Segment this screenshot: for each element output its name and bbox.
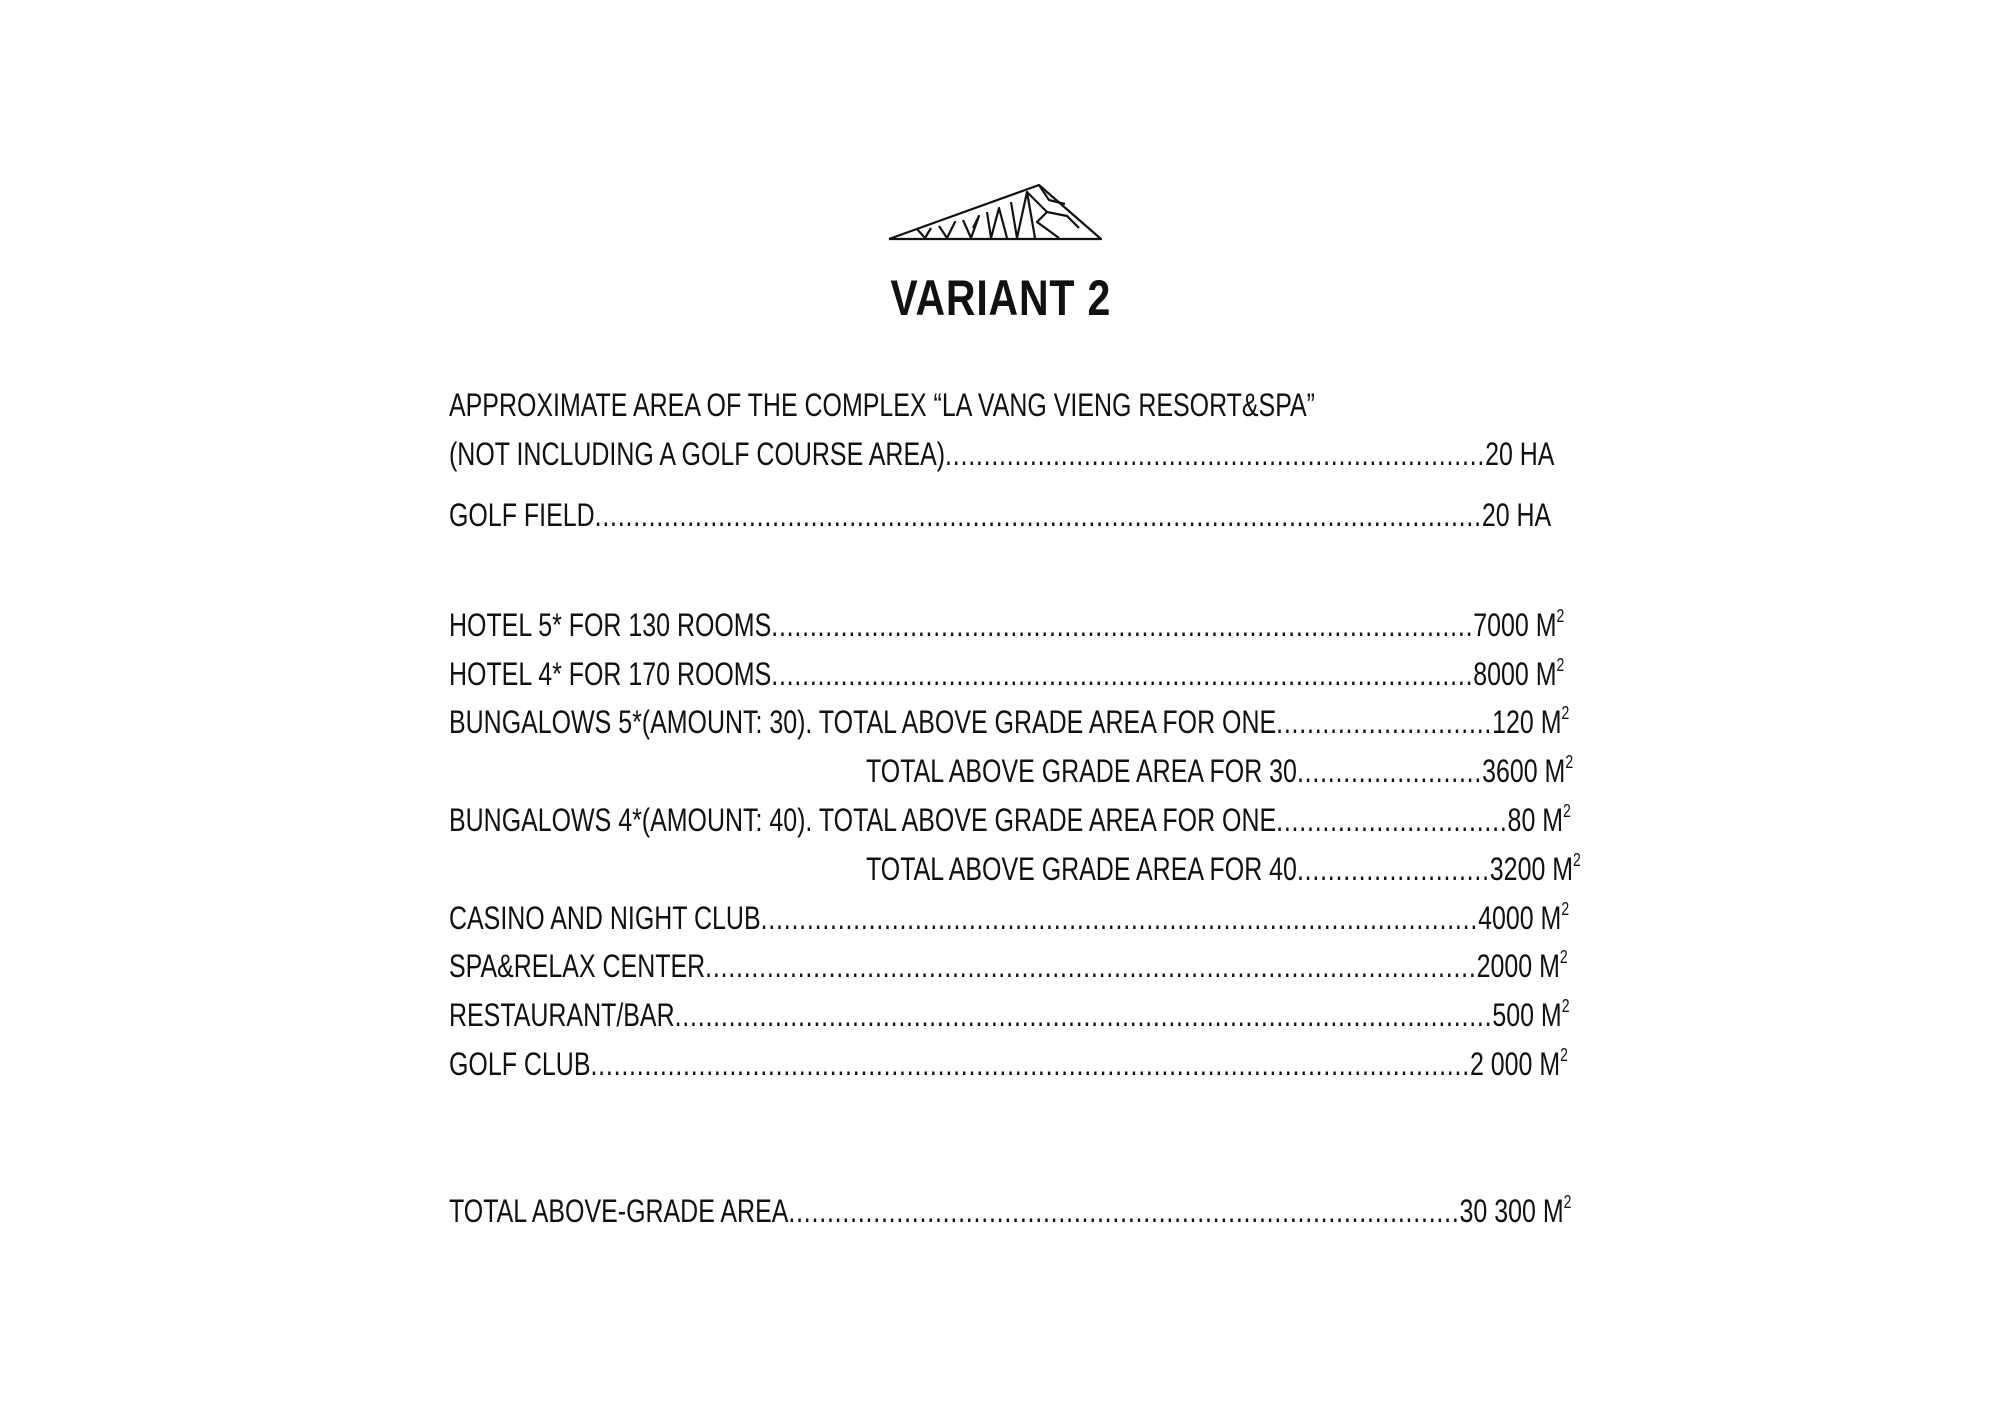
unit-superscript: 2 [1559, 947, 1568, 967]
row-value: 7000 M [1473, 607, 1557, 643]
row-value: 20 HA [1485, 436, 1555, 472]
leader-dots: ............................ [1276, 704, 1493, 740]
row-label: TOTAL ABOVE GRADE AREA FOR 30 [866, 753, 1297, 789]
triangle-mountain-logo-icon [887, 182, 1103, 242]
row-label: GOLF FIELD [449, 497, 595, 533]
row-value: 20 HA [1481, 497, 1552, 533]
row-label: TOTAL ABOVE-GRADE AREA [449, 1193, 789, 1229]
row-value: 2 000 M [1469, 1046, 1561, 1082]
leader-dots: ............................................................................................. [760, 900, 1479, 936]
row-label: RESTAURANT/BAR [449, 997, 675, 1033]
row-value: 4000 M [1478, 900, 1562, 936]
row-value: 500 M [1492, 997, 1562, 1033]
area-row [449, 1044, 1580, 1084]
intro-line: APPROXIMATE AREA OF THE COMPLEX “LA VANG VIENG RESORT&SPA” [449, 387, 1315, 423]
area-row [449, 495, 1568, 535]
area-row [449, 995, 1580, 1035]
unit-superscript: 2 [1563, 1192, 1572, 1212]
area-row [449, 702, 1580, 742]
row-label: HOTEL 5* FOR 130 ROOMS [449, 607, 772, 643]
unit-superscript: 2 [1560, 1045, 1568, 1065]
leader-dots: ........................ [1296, 753, 1483, 789]
row-value: 8000 M [1473, 656, 1557, 692]
row-value: 80 M [1507, 802, 1564, 838]
leader-dots: .................................................................................................................. [590, 1046, 1470, 1082]
row-label: (NOT INCLUDING A GOLF COURSE AREA) [449, 436, 946, 472]
leader-dots: .................................................................................................... [705, 948, 1477, 984]
leader-dots: .............................. [1276, 802, 1508, 838]
page-title: VARIANT 2 [890, 270, 1112, 326]
area-row [866, 751, 1580, 791]
leader-dots: ....................................................................................... [788, 1193, 1460, 1229]
unit-superscript: 2 [1561, 703, 1570, 723]
leader-dots: ......................... [1296, 851, 1490, 887]
area-row [449, 946, 1580, 986]
area-row [449, 605, 1580, 645]
area-row [449, 800, 1580, 840]
unit-superscript: 2 [1561, 899, 1570, 919]
row-label: BUNGALOWS 4*(AMOUNT: 40). TOTAL ABOVE GRADE AREA FOR ONE [449, 802, 1277, 838]
leader-dots: ........................................................................................... [771, 607, 1474, 643]
row-value: 3200 M [1489, 851, 1574, 887]
row-label: TOTAL ABOVE GRADE AREA FOR 40 [866, 851, 1297, 887]
unit-superscript: 2 [1563, 801, 1571, 821]
row-value: 120 M [1492, 704, 1562, 740]
area-row [449, 654, 1580, 694]
unit-superscript: 2 [1556, 606, 1565, 626]
row-value: 30 300 M [1459, 1193, 1564, 1229]
row-label: CASINO AND NIGHT CLUB [449, 900, 761, 936]
row-label: HOTEL 4* FOR 170 ROOMS [449, 656, 772, 692]
area-row [866, 849, 1588, 889]
leader-dots: ................................................................................................................... [594, 497, 1482, 533]
leader-dots: ...................................................................... [945, 436, 1486, 472]
unit-superscript: 2 [1565, 752, 1574, 772]
unit-superscript: 2 [1561, 996, 1570, 1016]
leader-dots: ........................................................................................... [771, 656, 1474, 692]
row-label: SPA&RELAX CENTER [449, 948, 706, 984]
area-row [449, 434, 1568, 474]
row-value: 2000 M [1476, 948, 1560, 984]
unit-superscript: 2 [1556, 655, 1565, 675]
row-value: 3600 M [1482, 753, 1566, 789]
row-label: GOLF CLUB [449, 1046, 591, 1082]
leader-dots: .......................................................................................................... [674, 997, 1493, 1033]
area-row [449, 898, 1580, 938]
row-label: BUNGALOWS 5*(AMOUNT: 30). TOTAL ABOVE GRADE AREA FOR ONE [449, 704, 1277, 740]
unit-superscript: 2 [1573, 850, 1581, 870]
total-row [449, 1191, 1580, 1231]
